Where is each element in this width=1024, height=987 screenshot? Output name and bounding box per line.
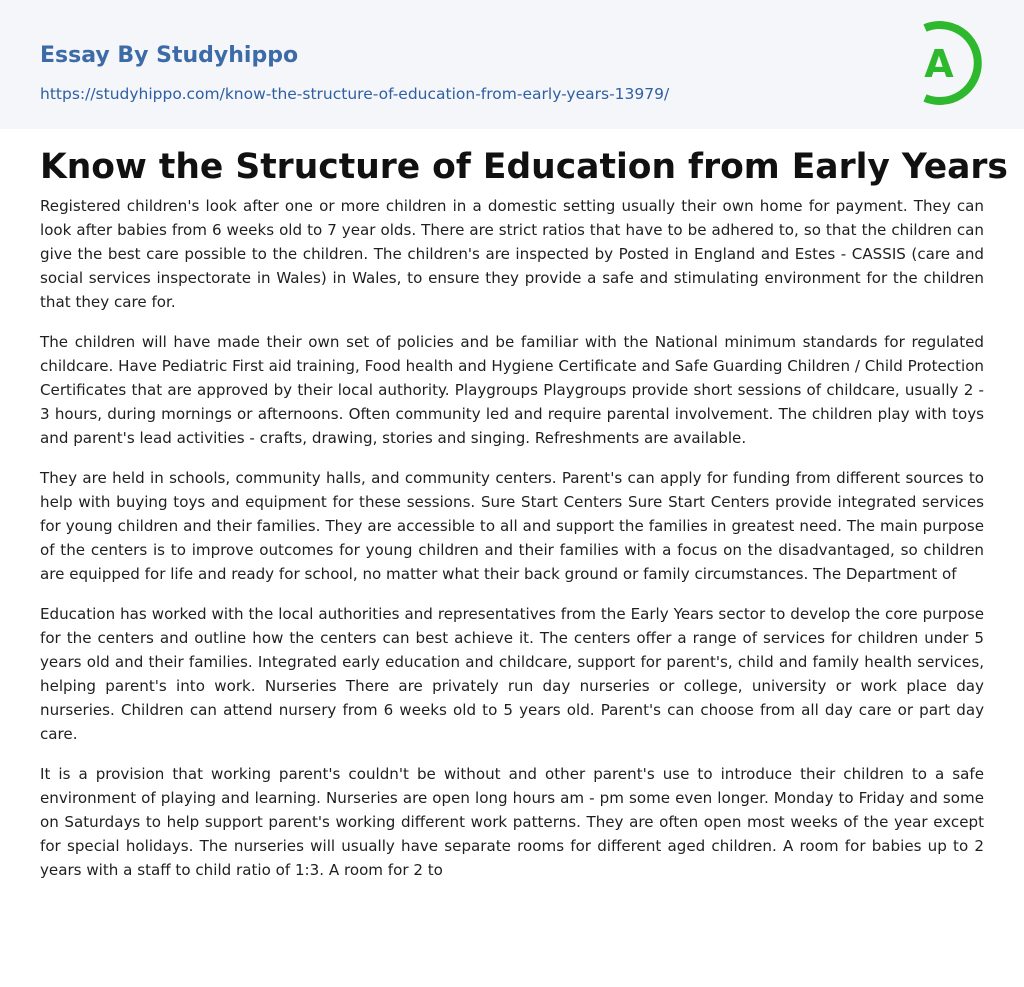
article-paragraph: Registered children's look after one or more children in a domestic setting usually their own home for payment. They can look after babies from 6 weeks old to 7 year olds. There are strict ratios that have to be adhered to, so that the children can give the best care possible to the children. The children's are inspected by Posted in England and Estes - CASSIS (care and social services inspectorate in Wales) in Wales, to ensure they provide a safe and stimulating environment for the children that they care for. (40, 197, 984, 311)
article-body (40, 194, 984, 898)
page-title: Know the Structure of Education from Early Years (40, 147, 1008, 187)
essay-url-link[interactable]: https://studyhippo.com/know-the-structure-of-education-from-early-years-13979/ (40, 85, 670, 103)
article-paragraph: It is a provision that working parent's couldn't be without and other parent's use to introduce their children to a safe environment of playing and learning. Nurseries are open long hours am - pm some even longer. Monday to Friday and some on Saturdays to help support parent's working different work patterns. They are often open most weeks of the year except for special holidays. The nurseries will usually have separate rooms for different aged children. A room for babies up to 2 years with a staff to child ratio of 1:3. A room for 2 to (40, 765, 984, 879)
studyhippo-logo-icon[interactable] (906, 18, 990, 108)
logo-letter: A (924, 42, 954, 86)
article-paragraph: The children will have made their own set of policies and be familiar with the National minimum standards for regulated childcare. Have Pediatric First aid training, Food health and Hygiene Certificate and Safe Guarding Children / Child Protection Certificates that are approved by their local authority. Playgroups Playgroups provide short sessions of childcare, usually 2 - 3 hours, during mornings or afternoons. Often community led and require parental involvement. The children play with toys and parent's lead activities - crafts, drawing, stories and singing. Refreshments are available. (40, 333, 984, 447)
page-header (0, 0, 1024, 129)
brand-title[interactable]: Essay By Studyhippo (40, 43, 299, 68)
article-paragraph: Education has worked with the local authorities and representatives from the Early Years sector to develop the core purpose for the centers and outline how the centers can best achieve it. The centers offer a range of services for children under 5 years old and their families. Integrated early education and childcare, support for parent's, child and family health services, helping parent's into work. Nurseries There are privately run day nurseries or college, university or work place day nurseries. Children can attend nursery from 6 weeks old to 5 years old. Parent's can choose from all day care or part day care. (40, 605, 984, 743)
article-paragraph: They are held in schools, community halls, and community centers. Parent's can apply for funding from different sources to help with buying toys and equipment for these sessions. Sure Start Centers Sure Start Centers provide integrated services for young children and their families. They are accessible to all and support the families in greatest need. The main purpose of the centers is to improve outcomes for young children and their families with a focus on the disadvantaged, so children are equipped for life and ready for school, no matter what their back ground or family circumstances. The Department of (40, 469, 984, 583)
